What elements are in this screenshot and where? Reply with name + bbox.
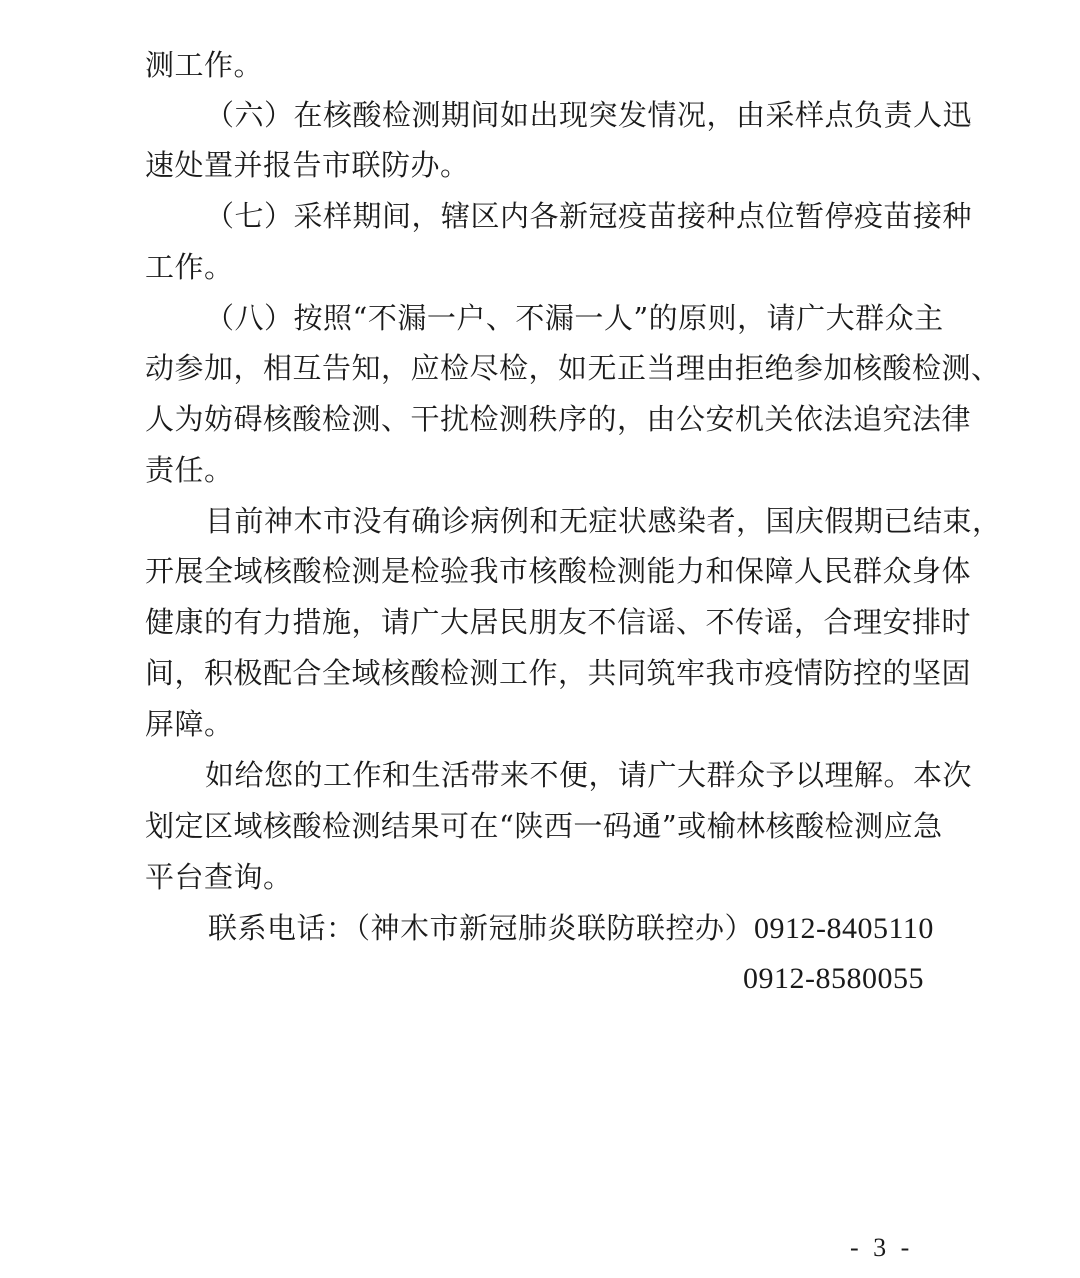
paragraph-line: 开展全域核酸检测是检验我市核酸检测能力和保障人民群众身体 (145, 554, 972, 588)
paragraph-line: （七）采样期间，辖区内各新冠疫苗接种点位暂停疫苗接种 (205, 199, 973, 233)
paragraph-line: （八）按照“不漏一户、不漏一人”的原则，请广大群众主 (205, 301, 944, 335)
paragraph-line: 速处置并报告市联防办。 (145, 148, 470, 182)
paragraph-line: 间，积极配合全域核酸检测工作，共同筑牢我市疫情防控的坚固 (145, 656, 972, 690)
paragraph-line: 如给您的工作和生活带来不便，请广大群众予以理解。本次 (205, 758, 973, 792)
contact-phone-1: 0912-8405110 (754, 912, 934, 945)
contact-label: 联系电话：（神木市新冠肺炎联防联控办） (208, 911, 755, 945)
page-number: - 3 - (850, 1233, 914, 1262)
paragraph-line: 测工作。 (145, 48, 264, 82)
paragraph-line: 动参加，相互告知，应检尽检，如无正当理由拒绝参加核酸检测、 (145, 351, 1001, 385)
paragraph-line: 划定区域核酸检测结果可在“陕西一码通”或榆林核酸检测应急 (145, 809, 943, 843)
paragraph-line: 人为妨碍核酸检测、干扰检测秩序的，由公安机关依法追究法律 (145, 402, 972, 436)
paragraph-line: 平台查询。 (145, 860, 293, 894)
contact-line (208, 910, 934, 947)
paragraph-line: 责任。 (145, 453, 234, 487)
paragraph-line: 屏障。 (145, 707, 234, 741)
paragraph-line: （六）在核酸检测期间如出现突发情况，由采样点负责人迅 (205, 98, 973, 132)
contact-phone-2: 0912-8580055 (743, 962, 924, 995)
paragraph-line: 目前神木市没有确诊病例和无症状感染者，国庆假期已结束， (205, 504, 1002, 538)
paragraph-line: 健康的有力措施，请广大居民朋友不信谣、不传谣，合理安排时 (145, 605, 972, 639)
paragraph-line: 工作。 (145, 250, 234, 284)
